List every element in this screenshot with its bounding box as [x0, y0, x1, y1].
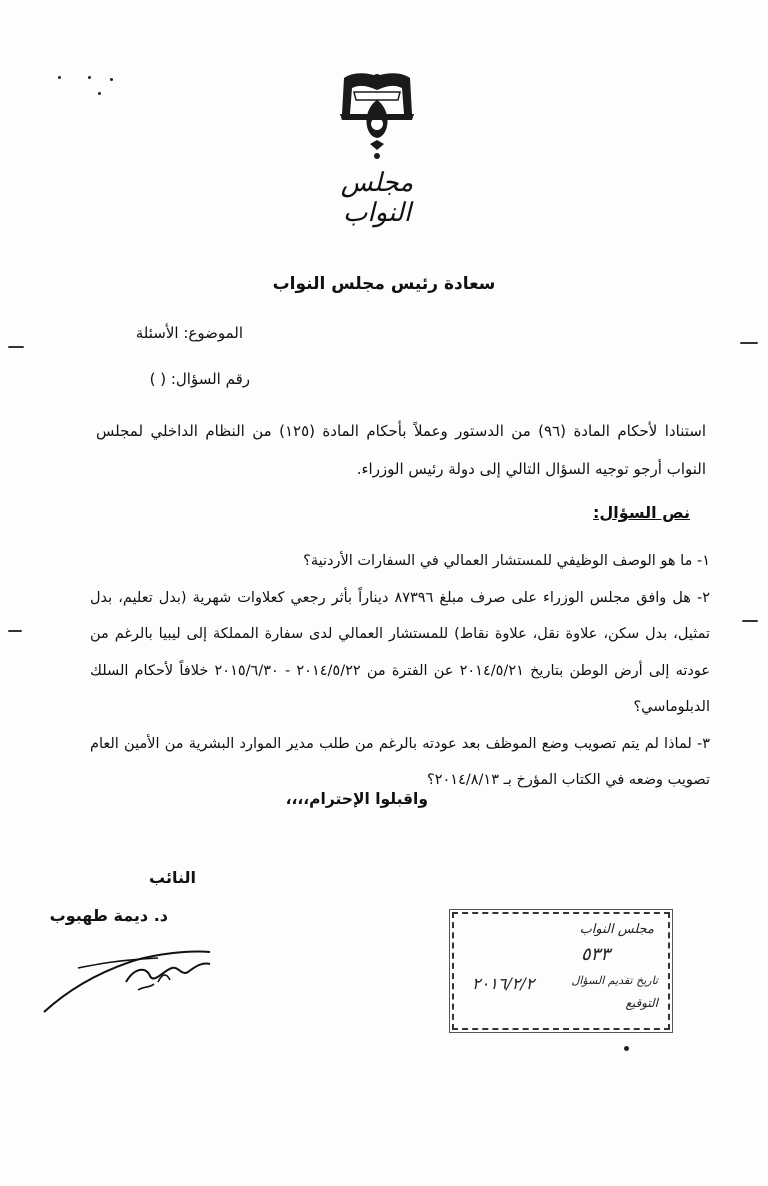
- stamp-date-value: ٢٠١٦/٢/٢: [472, 974, 535, 993]
- question-items: [90, 543, 710, 799]
- signatory-role: النائب: [149, 868, 196, 887]
- stamp-date-label: تاريخ تقديم السؤال: [571, 974, 658, 987]
- subject-line: الموضوع: الأسئلة: [135, 324, 243, 342]
- scan-speck: [98, 92, 101, 95]
- scan-speck: [110, 78, 113, 81]
- stamp-number: ٥٣٣: [580, 944, 610, 965]
- handwritten-signature: [38, 920, 218, 1020]
- question-heading: نص السؤال:: [593, 503, 690, 522]
- parliament-emblem-logo: [332, 70, 422, 165]
- scan-edge-mark: [740, 342, 758, 344]
- intro-paragraph: استنادا لأحكام المادة (٩٦) من الدستور وعملاً بأحكام المادة (١٢٥) من النظام الداخلي لمجلس النواب أرجو توجيه السؤال التالي إلى دولة رئيس الوزراء.: [96, 422, 706, 478]
- emblem-caption: مجلس النواب: [340, 168, 414, 228]
- stamp-header: مجلس النواب: [579, 922, 654, 937]
- stamp-signature-label: التوقيع: [625, 996, 658, 1010]
- scan-speck: [88, 76, 91, 79]
- question-item: ٢- هل وافق مجلس الوزراء على صرف مبلغ ٨٧٣٩٦ ديناراً بأثر رجعي كعلاوات شهرية (بدل تعليم، بدل تمثيل، بدل سكن، علاوة نقل، علاوة نقاط) للمستشار العمالي لدى سفارة المملكة إلى ليبيا بالرغم من عودته إلى أرض الوطن بتاريخ ٢٠١٤/٥/٢١ عن الفترة من ٢٠١٤/٥/٢٢ - ٢٠١٥/٦/٣٠ خلافاً لأحكام السلك الدبلوماسي؟: [90, 589, 710, 715]
- question-number-line: رقم السؤال: ( ): [149, 370, 250, 388]
- document-title: سعادة رئيس مجلس النواب: [272, 274, 496, 294]
- question-item: ١- ما هو الوصف الوظيفي للمستشار العمالي في السفارات الأردنية؟: [303, 553, 710, 569]
- scan-edge-mark: [8, 346, 24, 348]
- closing-salutation: واقبلوا الإحترام،،،،: [285, 790, 428, 808]
- signatory-name: د. ديمة طهبوب: [49, 906, 168, 925]
- scan-edge-mark: [742, 620, 758, 622]
- receipt-stamp: [452, 912, 670, 1030]
- scan-speck: [58, 76, 61, 79]
- question-item: ٣- لماذا لم يتم تصويب وضع الموظف بعد عودته بالرغم من طلب مدير الموارد البشرية من الأمين العام تصويب وضعه في الكتاب المؤرخ بـ ٢٠١٤/٨/١٣؟: [90, 735, 710, 788]
- scan-speck: [624, 1046, 629, 1051]
- scan-edge-mark: [8, 630, 22, 632]
